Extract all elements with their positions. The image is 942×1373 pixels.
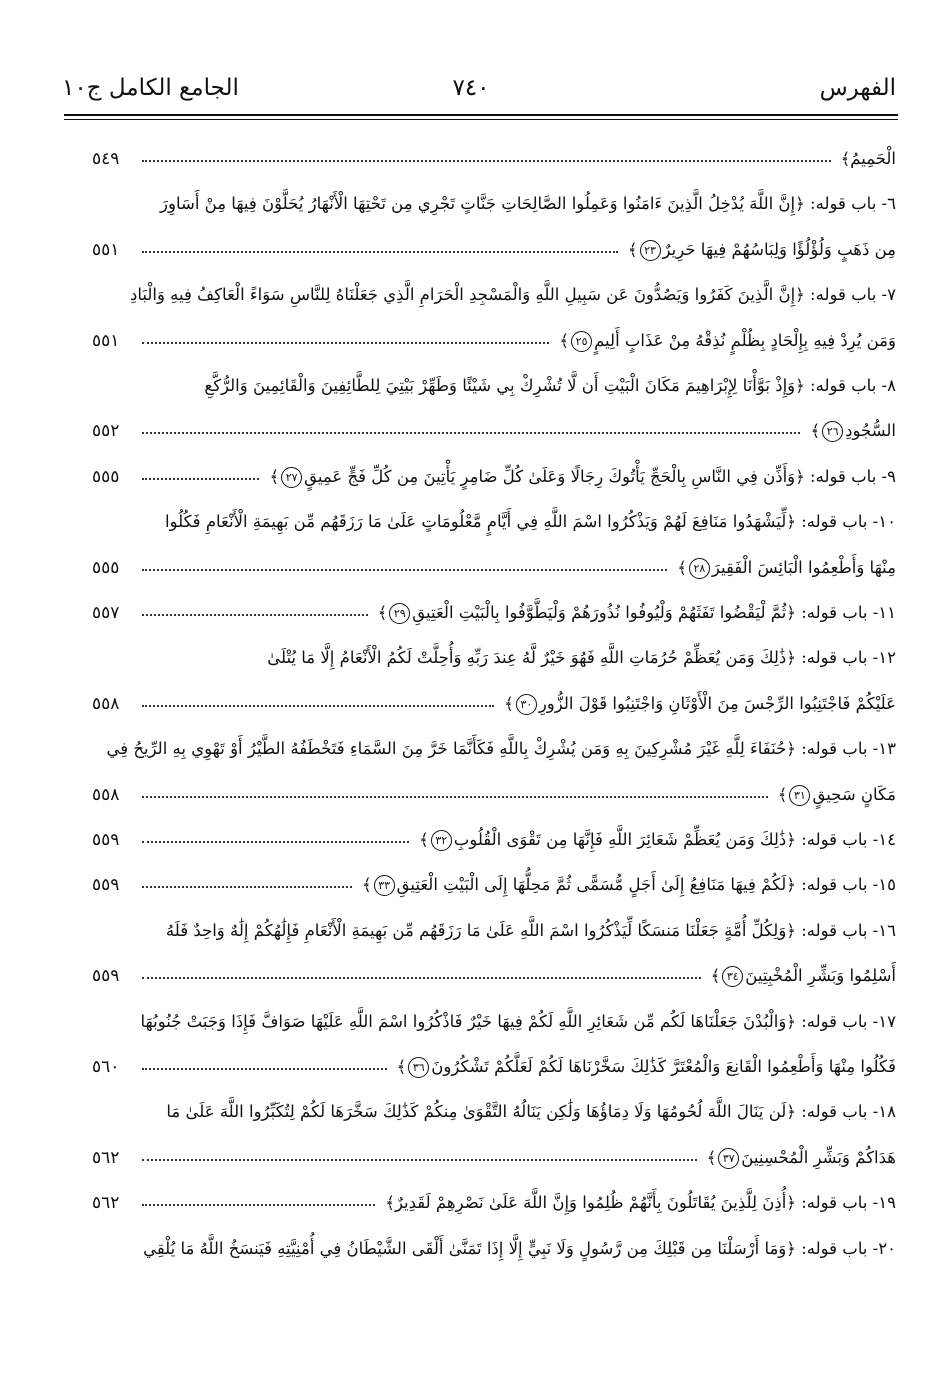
verse-number-marker: ٢٥ [571,331,592,352]
entry-page-number: ٥٦٠ [92,1057,120,1077]
verse-number-marker: ٣٠ [516,694,537,715]
verse-number-marker: ٣١ [789,785,810,806]
index-line [64,821,896,859]
closing-bracket: ﴾ [361,875,372,895]
book-title: الجامع الكامل ج١٠ [62,75,239,101]
leader-dots [142,432,800,434]
closing-bracket: ﴾ [419,830,429,849]
entry-verse-text: ١٧- باب قوله: ﴿وَالْبُدْنَ جَعَلْنَاهَا لَكُم مِّن شَعَائِرِ اللَّهِ لَكُمْ فِيهَا خَيْرٌ فَاذْكُرُوا اسْمَ اللَّهِ عَلَيْهَا صَوَافَّ فَإِذَا وَجَبَتْ جُنُوبُهَا [140,1011,896,1031]
entry-text [140,1003,896,1041]
index-line [64,730,896,768]
closing-bracket: ﴾ [810,421,821,441]
section-title: الفهرس [819,75,896,101]
entry-verse-text: هَدَاكُمْ وَبَشِّرِ الْمُحْسِنِينَ [741,1147,896,1167]
index-line [64,1048,896,1086]
entry-verse-text: ١٩- باب قوله: ﴿أُذِنَ لِلَّذِينَ يُقَاتَلُونَ بِأَنَّهُمْ ظُلِمُوا وَإِنَّ اللَّهَ عَلَىٰ نَصْرِهِمْ لَقَدِيرٌ﴾ [385,1193,896,1213]
entry-page-number: ٥٥٩ [92,875,120,896]
entry-page-number: ٥٥٩ [92,830,120,850]
entry-verse-text: ١٣- باب قوله: ﴿حُنَفَاءَ لِلَّهِ غَيْرَ مُشْرِكِينَ بِهِ وَمَن يُشْرِكْ بِاللَّهِ فَكَأَنَّمَا خَرَّ مِنَ السَّمَاءِ فَتَخْطَفُهُ الطَّيْرُ أَوْ تَهْوِي بِهِ الرِّيحُ فِي [106,739,896,759]
index-line [64,231,896,269]
entry-text [677,549,896,587]
entry-page-number: ٥٥٩ [92,966,120,987]
entry-verse-text: عَلَيْكُمْ فَاجْتَنِبُوا الرِّجْسَ مِنَ الْأَوْثَانِ وَاجْتَنِبُوا قَوْلَ الزُّورِ [538,693,896,713]
leader-dots [142,569,667,571]
leader-dots [142,705,494,707]
index-line [64,549,896,587]
index-line [64,866,896,904]
leader-dots [142,1159,697,1161]
entry-page-number: ٥٦٢ [92,1193,120,1214]
leader-dots [142,251,618,253]
entry-verse-text: ٢٠- باب قوله: ﴿وَمَا أَرْسَلْنَا مِن قَبْلِكَ مِن رَّسُولٍ وَلَا نَبِيٍّ إِلَّا إِذَا تَمَنَّىٰ أَلْقَى الشَّيْطَانُ فِي أُمْنِيَّتِهِ فَيَنسَخُ اللَّهُ مَا يُلْقِي [143,1238,896,1258]
entry-text [165,503,896,541]
leader-dots [142,1068,387,1070]
entry-text [204,367,896,405]
index-line [64,639,896,677]
entry-text [559,322,896,360]
entry-text [267,639,896,677]
leader-dots [142,1204,375,1206]
entry-text [269,458,896,496]
entry-text [841,140,896,178]
index-line [64,1003,896,1041]
closing-bracket: ﴾ [559,330,570,350]
index-line [64,1139,896,1177]
entry-text [143,1230,896,1268]
entry-verse-text: مِن ذَهَبٍ وَلُؤْلُؤًا وَلِبَاسُهُمْ فِيهَا حَرِيرٌ [662,239,896,259]
entry-page-number: ٥٤٩ [92,149,120,169]
leader-dots [142,160,831,162]
leader-dots [142,841,409,843]
verse-number-marker: ٢٣ [640,240,661,261]
entry-text [160,185,896,223]
entry-verse-text: فَكُلُوا مِنْهَا وَأَطْعِمُوا الْقَانِعَ وَالْمُعْتَرَّ كَذَٰلِكَ سَخَّرْنَاهَا لَكُمْ لَعَلَّكُمْ تَشْكُرُونَ [431,1057,896,1076]
verse-number-marker: ٣٣ [374,875,395,896]
entry-verse-text: ٨- باب قوله: ﴿وَإِذْ بَوَّأْنَا لِإِبْرَاهِيمَ مَكَانَ الْبَيْتِ أَن لَّا تُشْرِكْ بِي شَيْئًا وَطَهِّرْ بَيْتِيَ لِلطَّائِفِينَ وَالْقَائِمِينَ وَالرُّكَّعِ [204,376,896,395]
entry-page-number: ٥٥١ [92,239,120,260]
leader-dots [142,342,549,344]
index-line [64,412,896,450]
entry-verse-text: مِنْهَا وَأَطْعِمُوا الْبَائِسَ الْفَقِيرَ [711,557,896,577]
index-line [64,1184,896,1222]
entry-verse-text: ٧- باب قوله: ﴿إِنَّ الَّذِينَ كَفَرُوا وَيَصُدُّونَ عَن سَبِيلِ اللَّهِ وَالْمَسْجِدِ الْحَرَامِ الَّذِي جَعَلْنَاهُ لِلنَّاسِ سَوَاءً الْعَاكِفُ فِيهِ وَالْبَادِ [129,285,896,305]
entry-text [504,685,896,723]
entry-verse-text: ٦- باب قوله: ﴿إِنَّ اللَّهَ يُدْخِلُ الَّذِينَ ءَامَنُوا وَعَمِلُوا الصَّالِحَاتِ جَنَّاتٍ تَجْرِي مِن تَحْتِهَا الْأَنْهَارُ يُحَلَّوْنَ فِيهَا مِنْ أَسَاوِرَ [160,194,896,214]
closing-bracket: ﴾ [677,557,687,577]
index-line [64,685,896,723]
index-line [64,140,896,178]
entry-text [397,1048,896,1086]
closing-bracket: ﴾ [377,603,388,622]
index-line [64,503,896,541]
index-line [64,458,896,496]
entry-text [106,730,896,768]
leader-dots [142,614,368,616]
leader-dots [142,796,768,798]
entry-text [166,912,896,950]
index-line [64,367,896,405]
closing-bracket: ﴾ [504,693,514,713]
verse-number-marker: ٢٦ [822,421,843,442]
index-line [64,276,896,314]
entry-text [362,866,896,904]
entry-verse-text: مَكَانٍ سَحِيقٍ [812,784,896,804]
verse-number-marker: ٢٨ [689,558,710,579]
index-line [64,957,896,995]
index-line [64,1230,896,1268]
entry-text [378,594,896,632]
index-line [64,776,896,814]
closing-bracket: ﴾ [706,1147,717,1167]
entry-text [130,276,896,314]
entry-page-number: ٥٥٨ [92,693,120,714]
closing-bracket: ﴾ [710,966,721,986]
closing-bracket: ﴾ [396,1057,407,1076]
index-line [64,1093,896,1131]
entry-verse-text: ٩- باب قوله: ﴿وَأَذِّن فِي النَّاسِ بِالْحَجِّ يَأْتُوكَ رِجَالًا وَعَلَىٰ كُلِّ ضَامِرٍ يَأْتِينَ مِن كُلِّ فَجٍّ عَمِيقٍ [304,466,896,486]
entry-page-number: ٥٥٧ [92,603,120,623]
entry-page-number: ٥٦٢ [92,1147,120,1168]
leader-dots [142,886,352,888]
verse-number-marker: ٢٧ [281,467,302,488]
entry-verse-text: السُّجُودِ [845,421,896,441]
verse-number-marker: ٣٢ [431,830,452,851]
entry-page-number: ٥٥١ [92,330,120,351]
verse-number-marker: ٣٧ [718,1148,739,1169]
entry-page-number: ٥٥٥ [92,466,120,487]
entry-text [628,231,896,269]
index-line [64,322,896,360]
entry-text [711,957,896,995]
entry-page-number: ٥٥٥ [92,557,120,578]
entry-text [707,1139,896,1177]
leader-dots [142,478,259,480]
entry-verse-text: وَمَن يُرِدْ فِيهِ بِإِلْحَادٍ بِظُلْمٍ نُذِقْهُ مِنْ عَذَابٍ أَلِيمٍ [594,330,896,350]
entry-text [419,821,896,859]
entry-verse-text: الْحَمِيمُ﴾ [840,149,896,168]
page-number: ٧٤٠ [452,75,490,101]
header-rule-thin [64,119,898,120]
index-line [64,594,896,632]
entry-page-number: ٥٥٢ [92,421,120,442]
entry-text [385,1184,896,1222]
closing-bracket: ﴾ [269,466,280,486]
verse-number-marker: ٢٩ [389,603,410,624]
closing-bracket: ﴾ [627,239,638,259]
header-rule [64,114,898,116]
entry-verse-text: ١٢- باب قوله: ﴿ذَٰلِكَ وَمَن يُعَظِّمْ حُرُمَاتِ اللَّهِ فَهُوَ خَيْرٌ لَّهُ عِندَ رَبِّهِ وَأُحِلَّتْ لَكُمُ الْأَنْعَامُ إِلَّا مَا يُتْلَىٰ [267,648,896,668]
entry-verse-text: أَسْلِمُوا وَبَشِّرِ الْمُخْبِتِينَ [745,966,896,986]
closing-bracket: ﴾ [777,784,788,804]
index-line [64,912,896,950]
entry-text [810,412,896,450]
entry-text [778,776,896,814]
entry-verse-text: ١٦- باب قوله: ﴿وَلِكُلِّ أُمَّةٍ جَعَلْنَا مَنسَكًا لِّيَذْكُرُوا اسْمَ اللَّهِ عَلَىٰ مَا رَزَقَهُم مِّن بَهِيمَةِ الْأَنْعَامِ فَإِلَٰهُكُمْ إِلَٰهٌ وَاحِدٌ فَلَهُ [165,920,896,940]
entry-verse-text: ١٥- باب قوله: ﴿لَكُمْ فِيهَا مَنَافِعُ إِلَىٰ أَجَلٍ مُّسَمًّى ثُمَّ مَحِلُّهَا إِلَى الْبَيْتِ الْعَتِيقِ [396,875,896,895]
verse-number-marker: ٣٤ [722,966,743,987]
entry-verse-text: ١٠- باب قوله: ﴿لِّيَشْهَدُوا مَنَافِعَ لَهُمْ وَيَذْكُرُوا اسْمَ اللَّهِ فِي أَيَّامٍ مَّعْلُومَاتٍ عَلَىٰ مَا رَزَقَهُم مِّن بَهِيمَةِ الْأَنْعَامِ فَكُلُوا [165,512,896,532]
leader-dots [142,977,701,979]
entry-verse-text: ١٤- باب قوله: ﴿ذَٰلِكَ وَمَن يُعَظِّمْ شَعَائِرَ اللَّهِ فَإِنَّهَا مِن تَقْوَى الْقُلُوبِ [453,830,896,849]
index-line [64,185,896,223]
entry-verse-text: ١١- باب قوله: ﴿ثُمَّ لْيَقْضُوا تَفَثَهُمْ وَلْيُوفُوا نُذُورَهُمْ وَلْيَطَّوَّفُوا بِالْبَيْتِ الْعَتِيقِ [412,603,896,622]
verse-number-marker: ٣٦ [408,1057,429,1078]
entry-page-number: ٥٥٨ [92,784,120,805]
entry-verse-text: ١٨- باب قوله: ﴿لَن يَنَالَ اللَّهَ لُحُومُهَا وَلَا دِمَاؤُهَا وَلَٰكِن يَنَالُهُ التَّقْوَىٰ مِنكُمْ كَذَٰلِكَ سَخَّرَهَا لَكُمْ لِتُكَبِّرُوا اللَّهَ عَلَىٰ مَا [166,1102,896,1122]
entry-text [166,1093,896,1131]
